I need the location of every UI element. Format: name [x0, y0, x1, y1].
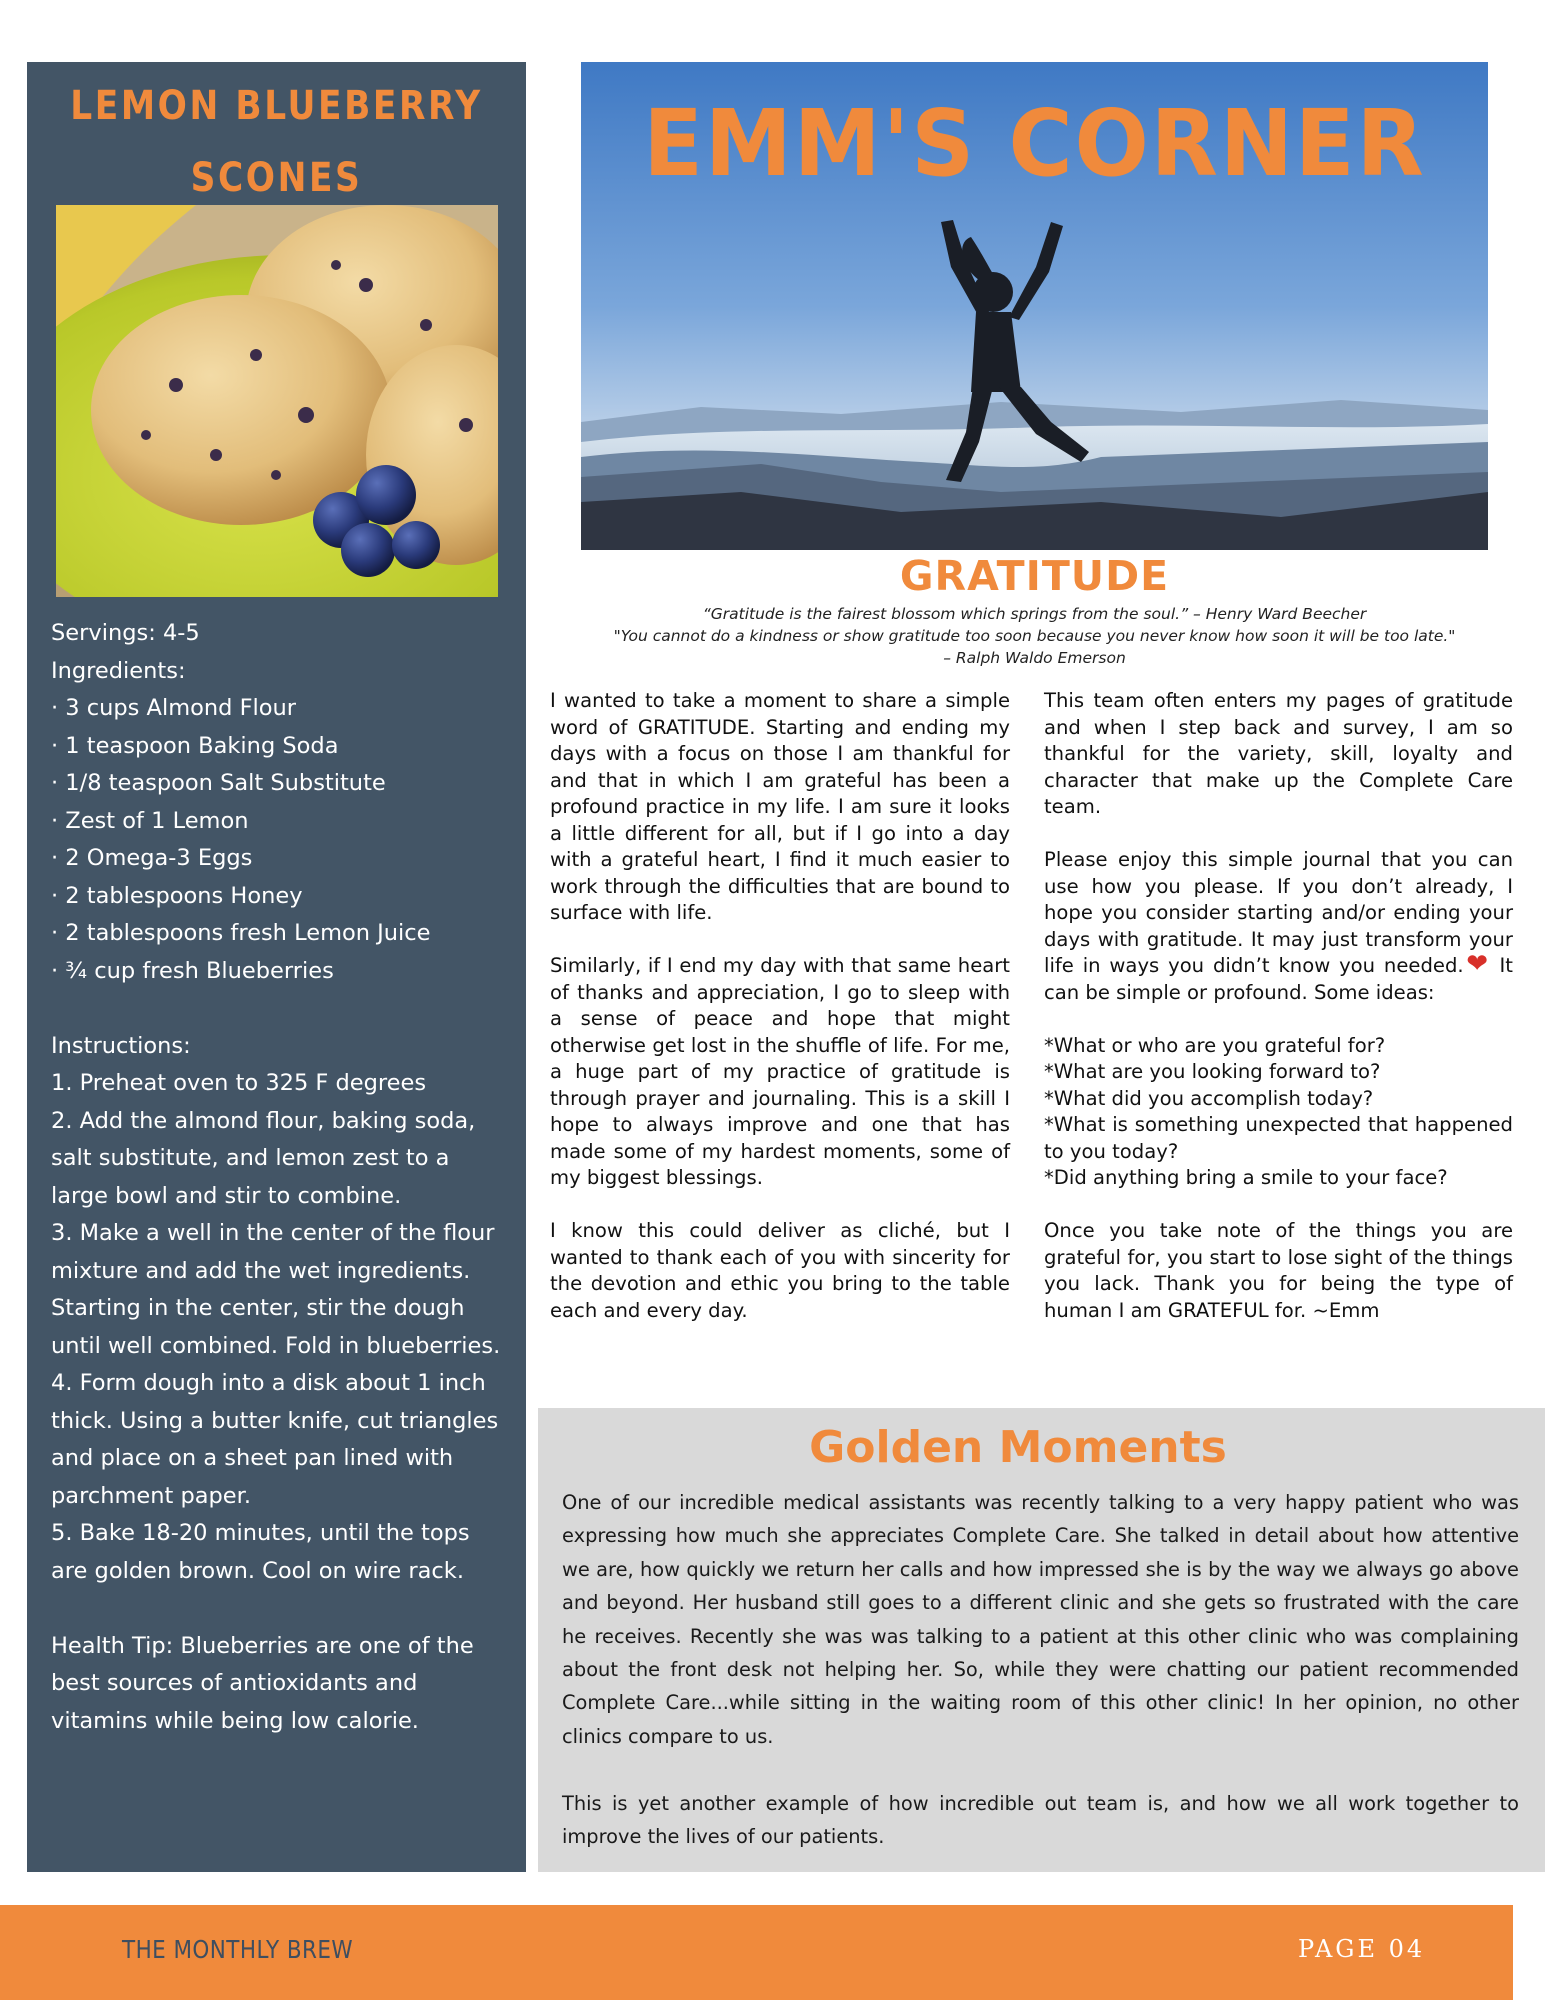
- golden-moments-paragraph-2: This is yet another example of how incredible out team is, and how we all work together to improve the lives of our patients.: [562, 1791, 1519, 1849]
- recipe-sidebar: [27, 62, 526, 1872]
- footer-bar: [0, 1905, 1513, 2000]
- hero-title: EMM'S CORNER: [643, 90, 1426, 197]
- golden-moments-title: Golden Moments: [809, 1422, 1227, 1473]
- gratitude-column-right: [1044, 688, 1513, 1324]
- golden-moments-paragraph-1: One of our incredible medical assistants was recently talking to a very happy patient who was expressing how much she appreciates Complete Care. She talked in detail about how attentive we are, how quickly we return her calls and how impressed she is by the way we always go above and beyond. Her husband still goes to a different clinic and she gets so frustrated with the care he receives. Recently she was was talking to a patient at this other clinic who was complaining about the front desk not helping her. So, while they were chatting our patient recommended Complete Care...while sitting in the waiting room of this other clinic! In her opinion, no other clinics compare to us.: [562, 1491, 1519, 1748]
- quote-emerson-attribution: – Ralph Waldo Emerson: [943, 649, 1126, 667]
- newsletter-title: THE MONTHLY BREW: [122, 1935, 354, 1964]
- gratitude-column-right-part-1: This team often enters my pages of gratitude and when I step back and survey, I am so thankful for the variety, skill, loyalty and character that make up the Complete Care team. Please enjoy this simple journal that you can use how you please. If you don’t already, I hope you consider starting and/or ending your days with gratitude. It may just transform your life in ways you didn’t know you needed.: [1044, 689, 1513, 977]
- gratitude-heading: GRATITUDE: [899, 552, 1170, 600]
- recipe-title-line-1: LEMON BLUEBERRY: [70, 83, 483, 129]
- recipe-text: Servings: 4-5 Ingredients: · 3 cups Almond Flour · 1 teaspoon Baking Soda · 1/8 teaspoon Salt Substitute · Zest of 1 Lemon · 2 Omega-3 Eggs · 2 tablespoons Honey · 2 tablespoons fresh Lemon Juice · ¾ cup fresh Blueberries Instructions: 1. Preheat oven to 325 F degrees 2. Add the almond flour, baking soda, salt substitute, and lemon zest to a large bowl and stir to combine. 3. Make a well in the center of the flour mixture and add the wet ingredients. Starting in the center, stir the dough until well combined. Fold in blueberries. 4. Form dough into a disk about 1 inch thick. Using a butter knife, cut triangles and place on a sheet pan lined with parchment paper. 5. Bake 18-20 minutes, until the tops are golden brown. Cool on wire rack. Health Tip: Blueberries are one of the best sources of antioxidants and vitamins while being low calorie.: [51, 620, 501, 1734]
- golden-moments-body: [562, 1486, 1519, 1887]
- quote-beecher: “Gratitude is the fairest blossom which springs from the soul.” – Henry Ward Beecher: [702, 605, 1367, 623]
- page-number: PAGE 04: [1298, 1935, 1426, 1963]
- quotes: [571, 603, 1498, 669]
- heart-icon: ❤: [1463, 949, 1491, 979]
- quote-emerson: "You cannot do a kindness or show gratitude too soon because you never know how soon it will be too late.": [613, 627, 1456, 645]
- gratitude-column-left: I wanted to take a moment to share a simple word of GRATITUDE. Starting and ending my days with a focus on those I am thankful for and that in which I am grateful has been a profound practice in my life. I am sure it looks a little different for all, but if I go into a day with a grateful heart, I find it much easier to work through the difficulties that are bound to surface with life. Similarly, if I end my day with that same heart of thanks and appreciation, I go to sleep with a sense of peace and hope that might otherwise get lost in the shuffle of life. For me, a huge part of my practice of gratitude is through prayer and journaling. This is a skill I hope to always improve and one that has made some of my hardest moments, some of my biggest blessings. I know this could deliver as cliché, but I wanted to thank each of you with sincerity for the devotion and ethic you bring to the table each and every day.: [550, 689, 1010, 1322]
- recipe-title: [62, 70, 491, 214]
- recipe-title-line-2: SCONES: [190, 155, 363, 201]
- scones-photo: [56, 205, 498, 597]
- hero-photo: [581, 62, 1488, 550]
- gratitude-column-right-part-2: It can be simple or profound. Some ideas: *What or who are you grateful for? *What are you looking forward to? *What did you accomplish today? *What is something unexpected that happened to you today? *Did anything bring a smile to your face? Once you take note of the things you are grateful for, you start to lose sight of the things you lack. Thank you for being the type of human I am GRATEFUL for. ~Emm: [1044, 954, 1513, 1322]
- golden-moments-panel: [538, 1408, 1545, 1872]
